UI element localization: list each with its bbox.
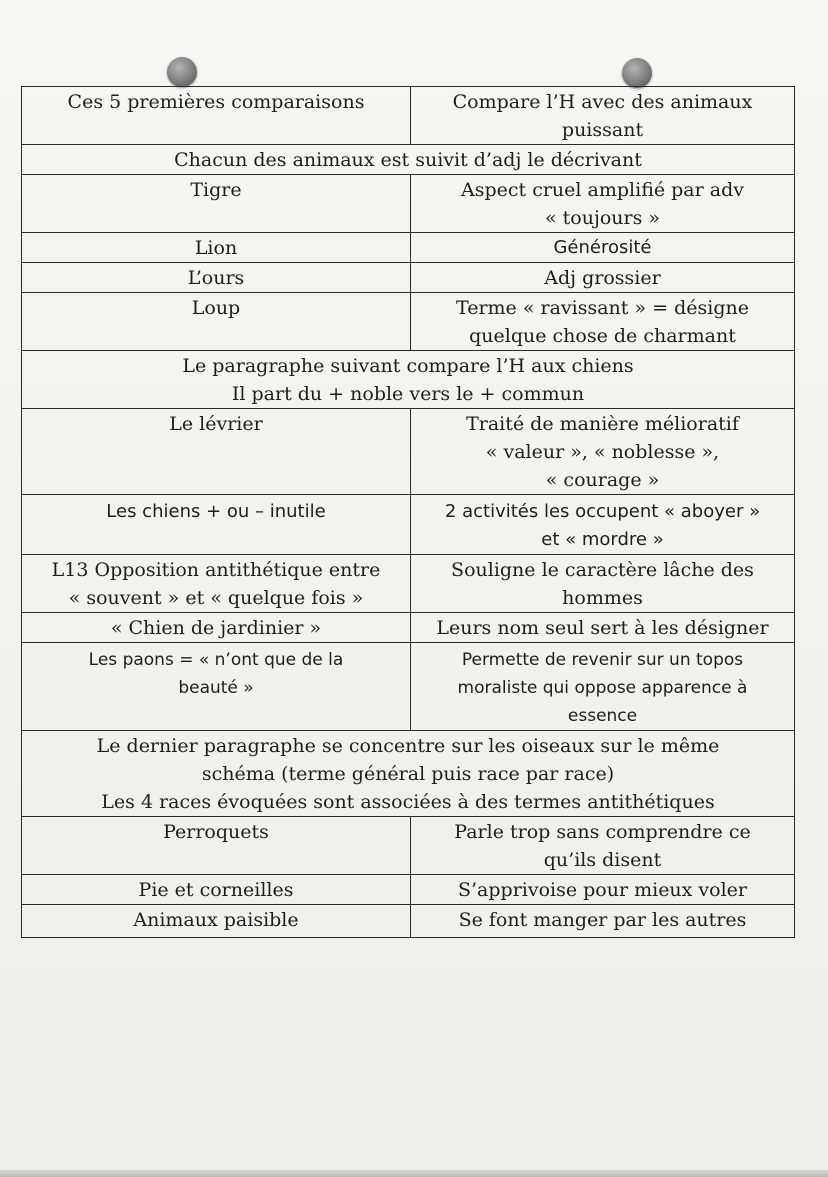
table-row <box>22 233 795 263</box>
table-cell-right: Adj grossier <box>411 263 795 293</box>
table-row <box>22 293 795 351</box>
table-row <box>22 643 795 731</box>
table-cell-left: Perroquets <box>22 817 411 875</box>
table-row <box>22 731 795 817</box>
table-row <box>22 817 795 875</box>
binder-hole-left <box>167 57 197 87</box>
table-cell-left: Lion <box>22 233 411 263</box>
table-row <box>22 351 795 409</box>
table-row <box>22 905 795 938</box>
table-cell-left: Les paons = « n’ont que de la beauté » <box>22 643 411 731</box>
table-cell-left: Pie et corneilles <box>22 875 411 905</box>
table-cell-right: Traité de manière mélioratif « valeur », « noblesse », « courage » <box>411 409 795 495</box>
table-row <box>22 175 795 233</box>
table-cell-right: Leurs nom seul sert à les désigner <box>411 613 795 643</box>
table-row <box>22 555 795 613</box>
table-cell-full: Le dernier paragraphe se concentre sur les oiseaux sur le même schéma (terme général puis race par race) Les 4 races évoquées sont associées à des termes antithétiques <box>22 731 795 817</box>
table-row <box>22 495 795 555</box>
table-cell-left: Ces 5 premières comparaisons <box>22 87 411 145</box>
table-cell-right: Compare l’H avec des animaux puissant <box>411 87 795 145</box>
table-row <box>22 87 795 145</box>
table-cell-left: Tigre <box>22 175 411 233</box>
table-cell-right: Générosité <box>411 233 795 263</box>
table-cell-left: Animaux paisible <box>22 905 411 938</box>
table-cell-right: 2 activités les occupent « aboyer » et « mordre » <box>411 495 795 555</box>
table-cell-left: Les chiens + ou – inutile <box>22 495 411 555</box>
table-cell-right: Aspect cruel amplifié par adv « toujours » <box>411 175 795 233</box>
table-cell-full: Chacun des animaux est suivit d’adj le décrivant <box>22 145 795 175</box>
table-row <box>22 875 795 905</box>
table-cell-right: S’apprivoise pour mieux voler <box>411 875 795 905</box>
table-row <box>22 613 795 643</box>
table-row <box>22 145 795 175</box>
table-cell-left: Le lévrier <box>22 409 411 495</box>
table-cell-left: L13 Opposition antithétique entre « souvent » et « quelque fois » <box>22 555 411 613</box>
table-cell-left: L’ours <box>22 263 411 293</box>
binder-hole-right <box>622 58 652 88</box>
page-edge <box>0 1170 828 1177</box>
table-cell-full: Le paragraphe suivant compare l’H aux chiens Il part du + noble vers le + commun <box>22 351 795 409</box>
table-cell-left: Loup <box>22 293 411 351</box>
table-cell-right: Parle trop sans comprendre ce qu’ils disent <box>411 817 795 875</box>
table-cell-right: Permette de revenir sur un topos moraliste qui oppose apparence à essence <box>411 643 795 731</box>
table-row <box>22 409 795 495</box>
table-cell-right: Souligne le caractère lâche des hommes <box>411 555 795 613</box>
table-cell-right: Se font manger par les autres <box>411 905 795 938</box>
table-cell-left: « Chien de jardinier » <box>22 613 411 643</box>
notes-table <box>21 86 795 938</box>
table-cell-right: Terme « ravissant » = désigne quelque chose de charmant <box>411 293 795 351</box>
table-row <box>22 263 795 293</box>
